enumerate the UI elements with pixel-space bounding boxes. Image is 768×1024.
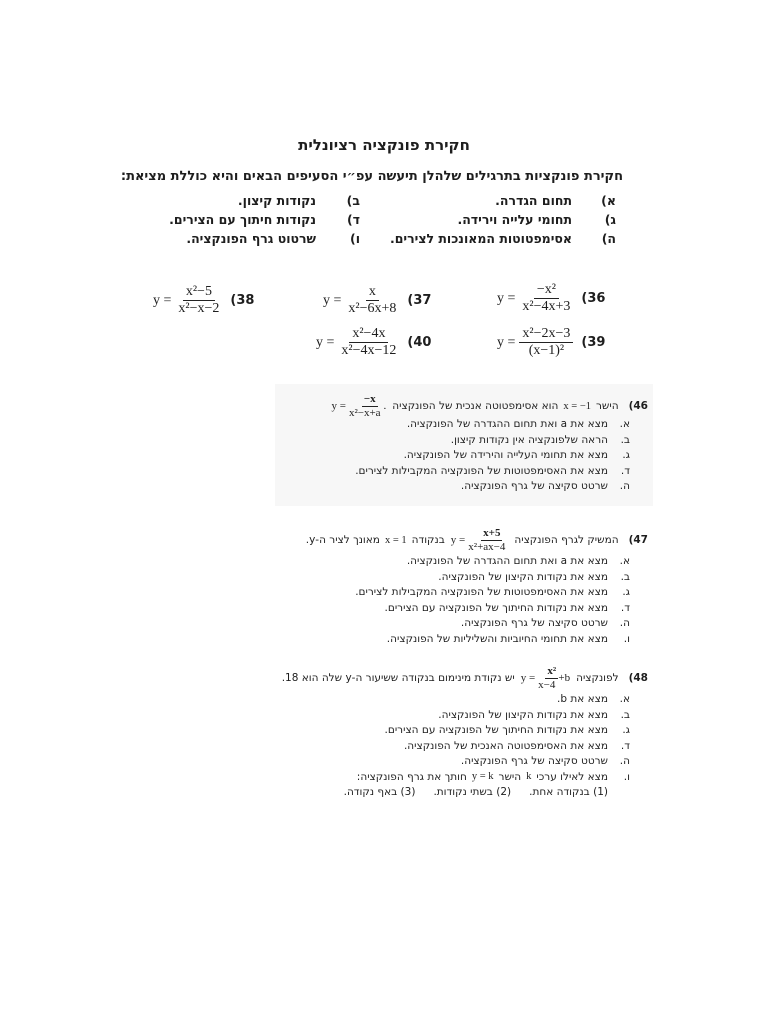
item-label: ו. (623, 632, 630, 645)
fraction (519, 326, 573, 359)
step-text: שרטוט גרף הפונקציה. (186, 231, 316, 246)
fraction (465, 527, 508, 553)
option-text: (3) באף נקודה. (343, 786, 416, 799)
variable: k (526, 771, 532, 783)
exercise-48 (282, 665, 648, 800)
list-item (282, 722, 648, 738)
step-text: תחום הגדרה. (495, 193, 572, 208)
step-label: א) (601, 193, 616, 208)
item-label: ג. (622, 724, 630, 737)
list-item (306, 615, 648, 631)
list-item (282, 753, 648, 769)
item-text: מצא את תחומי החיוביות והשליליות של הפונקציה. (386, 632, 608, 645)
list-item (282, 738, 648, 754)
item-label: ב. (620, 570, 630, 583)
item-label: ד. (620, 464, 630, 477)
list-item (325, 478, 648, 494)
item-text: מצא את b. (557, 693, 608, 706)
item-text: מצא את נקודות הקיצון של הפונקציה. (438, 570, 608, 583)
step-e (390, 231, 616, 246)
item-text: מצא לאילו ערכי (536, 770, 608, 783)
step-label: ב) (346, 193, 360, 208)
function: y = $\frac{-x}{\text{x²−x+a}}$ . (331, 393, 387, 419)
eq-lhs: y = (520, 672, 536, 685)
item-label: ד. (620, 739, 630, 752)
item-label: א. (619, 555, 630, 568)
denominator: x²−4x−12 (341, 343, 397, 359)
denominator: x²−x+a (348, 406, 381, 419)
exercise-number: (36 (581, 291, 606, 307)
item-label: ב. (620, 708, 630, 721)
list-item (282, 784, 648, 800)
eq-lhs: y = (323, 292, 342, 308)
exercise-39 (497, 326, 605, 359)
exercise-47-header (306, 527, 648, 553)
fraction (519, 282, 573, 315)
step-c (457, 212, 616, 227)
item-text: מצא את נקודות החיתוך של הפונקציה עם הצירים. (384, 724, 608, 737)
exercise-37 (323, 284, 431, 317)
numerator: x (366, 284, 379, 301)
header-text: בנקודה (411, 534, 445, 547)
header-text: יש נקודת מינימום בנקודה ששיעור ה-y שלה הוא 18. (281, 672, 515, 685)
fraction (175, 284, 222, 317)
fraction (338, 326, 399, 359)
exercise-number: (46 (628, 400, 648, 413)
numerator: x²−2x−3 (519, 326, 573, 343)
numerator: x²−5 (183, 284, 215, 301)
list-item (282, 769, 648, 785)
step-d (169, 212, 360, 227)
numerator: −x (363, 393, 376, 405)
denominator: x²−4x+3 (522, 299, 571, 315)
denominator: x²−x−2 (178, 301, 220, 317)
numerator: −x² (534, 282, 559, 299)
step-b (238, 193, 360, 208)
numerator: x²−4x (349, 326, 388, 343)
item-text: הישר (498, 770, 522, 783)
numerator: x+5 (483, 527, 501, 539)
list-item (306, 584, 648, 600)
item-label: ג. (622, 586, 630, 599)
step-text: נקודות קיצון. (237, 193, 316, 208)
header-text: המשיק לגרף הפונקציה (514, 534, 619, 547)
step-text: נקודות חיתוך עם הצירים. (169, 212, 316, 227)
header-text: לפונקציה (576, 672, 619, 685)
list-item (306, 631, 648, 647)
fraction (345, 284, 399, 317)
item-text: מצא את האסימפטוטות של הפונקציה המקבילות לצירים. (355, 464, 608, 477)
item-text: מצא את נקודות הקיצון של הפונקציה. (438, 708, 608, 721)
fraction (535, 665, 558, 691)
item-text: מצא את תחומי העלייה והירידה של הפונקציה. (403, 449, 608, 462)
eq-lhs: y = (331, 400, 346, 413)
header-text: הישר (596, 400, 619, 413)
step-label: ד) (346, 212, 360, 227)
item-text: מצא את האסימפטוטות של הפונקציה המקבילות לצירים. (355, 586, 608, 599)
denominator: x²+ax−4 (468, 540, 506, 553)
eq-lhs: y = (450, 534, 466, 547)
list-item (306, 569, 648, 585)
list-item (325, 447, 648, 463)
exercise-47 (306, 527, 648, 646)
step-label: ה) (601, 231, 616, 246)
item-label: ב. (620, 433, 630, 446)
item-label: ו. (623, 770, 630, 783)
item-label: א. (619, 418, 630, 431)
eq-tail: +b (558, 672, 571, 685)
step-f (186, 231, 360, 246)
header-text: הוא אסימפטוטה אנכית של הפונקציה (392, 400, 559, 413)
step-label: ג) (604, 212, 616, 227)
step-text: אסימפטוטות המאונכות לצירים. (389, 231, 572, 246)
list-item (306, 553, 648, 569)
denominator: (x−1)² (528, 343, 565, 359)
exercise-36 (497, 282, 605, 315)
numerator: x² (547, 665, 557, 677)
equation: y = k (471, 771, 494, 783)
item-text: חותך את גרף הפונקציה: (356, 770, 467, 783)
item-label: ד. (620, 601, 630, 614)
function (521, 665, 570, 691)
exercise-number: (38 (230, 293, 255, 309)
item-text: מצא את a ואת תחום ההגדרה של הפונקציה. (406, 555, 608, 568)
exercise-48-header (282, 665, 648, 691)
step-a (495, 193, 616, 208)
option-text: (1) בנקודה אחת. (529, 786, 608, 799)
exercise-number: (48 (628, 672, 648, 685)
item-label: ה. (619, 755, 630, 768)
fraction (346, 393, 384, 419)
item-text: שרטט סקיצה של גרף הפונקציה. (460, 617, 608, 630)
function (451, 527, 509, 553)
list-item (282, 691, 648, 707)
equation: x = −1 (563, 400, 591, 412)
item-text: מצא את נקודות החיתוך של הפונקציה עם הצירים. (384, 601, 608, 614)
item-label: ה. (619, 480, 630, 493)
exercise-46 (325, 393, 648, 494)
exercise-number: (39 (581, 335, 606, 351)
step-text: תחומי עלייה וירידה. (457, 212, 572, 227)
exercise-40 (316, 326, 431, 359)
exercise-number: (37 (407, 293, 432, 309)
item-text: מצא את האסימפטוטה האנכית של הפונקציה. (403, 739, 608, 752)
header-text: מאונך לציר ה-y. (305, 534, 380, 547)
intro-text: חקירת פונקציות בתרגילים שלהלן תיעשה עפ״י הסעיפים הבאים והיא כוללת מציאת: (120, 169, 623, 184)
exercise-number: (47 (628, 534, 648, 547)
item-label: ה. (619, 617, 630, 630)
item-label: ג. (622, 449, 630, 462)
item-text: מצא את a ואת תחום ההגדרה של הפונקציה. (406, 418, 608, 431)
eq-lhs: y = (497, 290, 516, 306)
item-label: א. (619, 693, 630, 706)
exercise-38 (153, 284, 254, 317)
eq-lhs: y = (316, 334, 335, 350)
denominator: x−4 (538, 678, 556, 691)
item-text: שרטט סקיצה של גרף הפונקציה. (460, 755, 608, 768)
step-label: ו) (349, 231, 360, 246)
list-item (306, 600, 648, 616)
exercise-number: (40 (407, 335, 432, 351)
list-item (325, 432, 648, 448)
list-item (325, 463, 648, 479)
eq-lhs: y = (153, 292, 172, 308)
item-text: הראה שלפונקציה אין נקודות קיצון. (450, 433, 608, 446)
option-text: (2) בשתי נקודות. (433, 786, 512, 799)
item-text: שרטט סקיצה של גרף הפונקציה. (460, 480, 608, 493)
page-title: חקירת פונקציה רציונלית (298, 136, 470, 154)
denominator: x²−6x+8 (348, 301, 397, 317)
list-item (282, 707, 648, 723)
equation: x = 1 (384, 534, 407, 546)
eq-lhs: y = (497, 334, 516, 350)
